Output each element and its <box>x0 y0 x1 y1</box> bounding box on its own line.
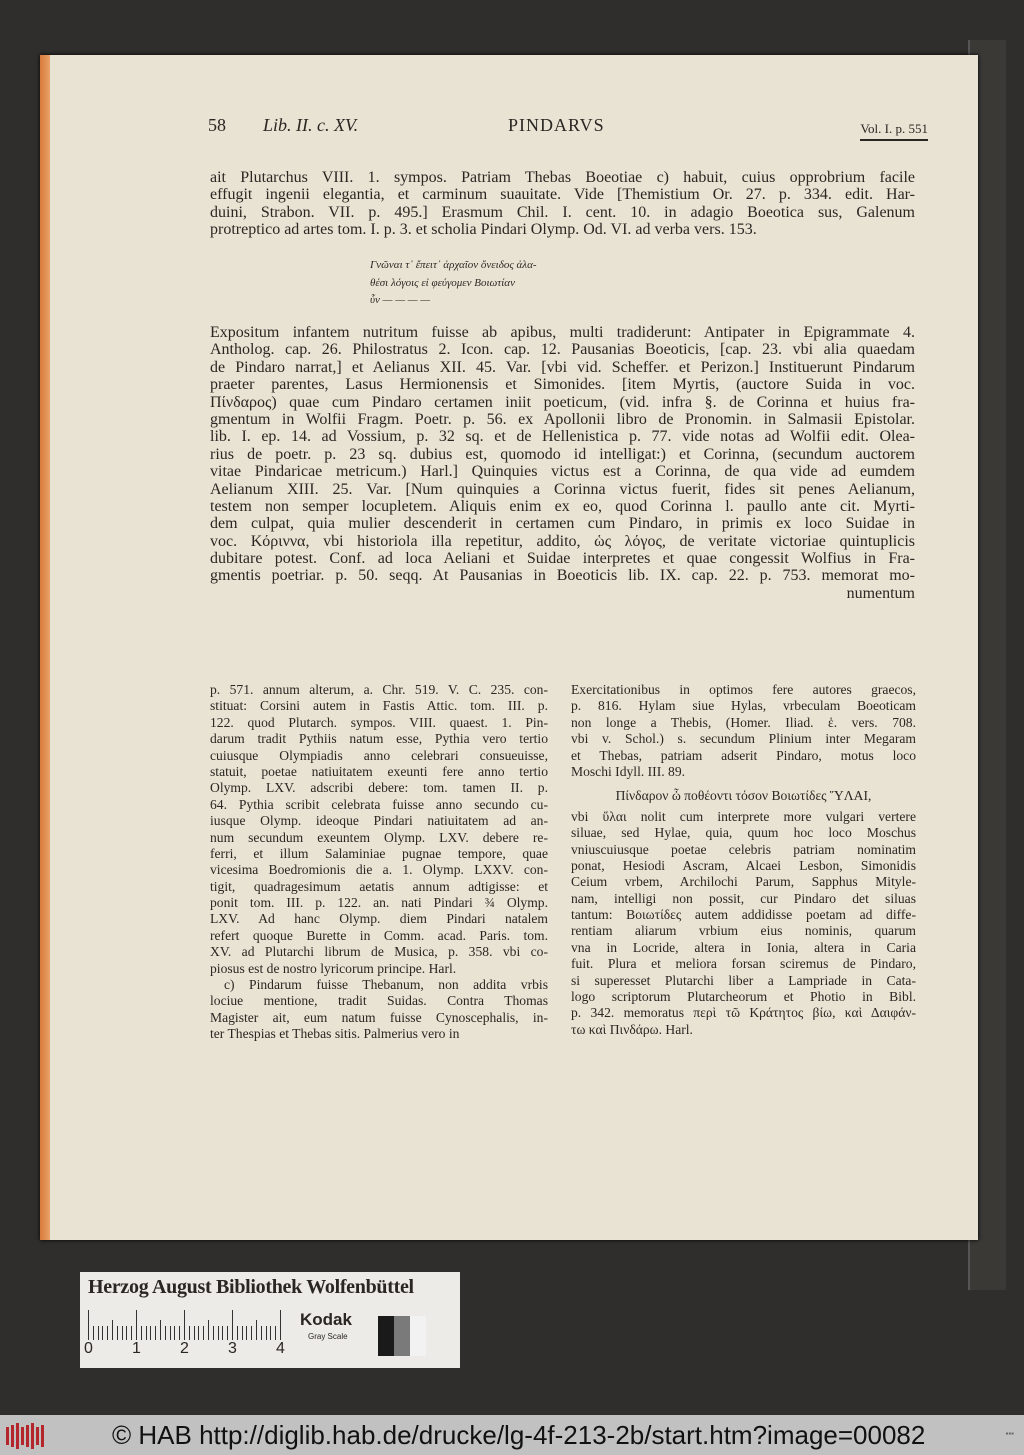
ruler-tick <box>141 1326 142 1340</box>
ruler-tick <box>107 1326 108 1340</box>
ruler-number: 0 <box>84 1340 93 1357</box>
text-line: vicesima Boedromionis die a. 1. Olymp. LXXV. con- <box>210 862 548 878</box>
text-line: Γνῶναι τ᾽ ἔπειτ᾽ ἀρχαῖον ὄνειδος ἀλα- <box>370 259 537 271</box>
footer-bar <box>0 1415 1024 1455</box>
ruler-tick <box>270 1326 271 1340</box>
ruler-tick <box>227 1326 228 1340</box>
text-line: Expositum infantem nutritum fuisse ab apibus, multi tradiderunt: Antipater in Epigrammate 4. <box>210 324 915 341</box>
gray-swatch-white <box>410 1316 426 1356</box>
ruler-tick <box>275 1326 276 1340</box>
ruler-number: 1 <box>132 1340 141 1357</box>
text-line: cuiusque Olympiadis anno celebrari consueuisse, <box>210 747 548 763</box>
logo-bar <box>31 1423 34 1449</box>
text-line: ponat, Hesiodi Ascram, Alcaei Lesbon, Simonidis <box>571 857 916 873</box>
ruler-tick <box>184 1310 185 1340</box>
ruler-tick <box>256 1320 257 1340</box>
text-line: p. 816. Hylam siue Hylas, vrbeculam Boeoticam <box>571 698 916 714</box>
page-number: 58 <box>208 115 226 135</box>
more-icon: ▪▪▪ <box>1005 1429 1014 1438</box>
text-line: vbi ὕλαι nolit cum interprete more vulgari vertere <box>571 808 916 824</box>
text-line: protreptico ad artes tom. I. p. 3. et scholia Pindari Olymp. Od. VI. ad verba vers. 153. <box>210 221 757 239</box>
text-line: nam, intelligi non possit, cur Pindaro det siluas <box>571 890 916 906</box>
kodak-logo: Kodak <box>300 1310 352 1329</box>
text-line: Olymp. LXV. adscribi debere: tom. tamen II. p. <box>210 780 548 796</box>
volume-ref: Vol. I. p. 551 <box>860 121 928 141</box>
ruler-tick <box>208 1320 209 1340</box>
text-line: logo scriptorum Plutarcheorum et Photio in Bibl. <box>571 989 916 1005</box>
text-line: p. 571. annum alterum, a. Chr. 519. V. C. 235. con- <box>210 682 548 697</box>
ruler-tick <box>232 1310 233 1340</box>
gray-scale-label: Gray Scale <box>308 1332 348 1341</box>
text-line: statuit, poetae natiuitatem exeunti fere anno tertio <box>210 763 548 779</box>
text-line: rius de poetr. p. 23 sq. dubius est, quomodo id intelligat:) et Corinna, (secundum auctorem <box>210 445 915 463</box>
ruler-tick <box>160 1320 161 1340</box>
text-line: voc. Κόριννα, vbi historiola illa repetitur, addito, ὡς λόγος, de veritate victoriae quintuplicis <box>210 532 915 550</box>
ruler-tick <box>179 1326 180 1340</box>
ruler-tick <box>242 1326 243 1340</box>
text-line: refert quoque Burette in Comm. acad. Paris. tom. <box>210 927 548 943</box>
paragraph-1 <box>210 169 915 239</box>
text-line: dem culpat, quia mulier descenderit in certamen cum Pindaro, in primis ex loco Suidae in <box>210 515 915 533</box>
text-line: si superesset Plutarchi liber a Lampriade in Cata- <box>571 972 916 988</box>
text-line: Antholog. cap. 26. Philostratus 2. Icon. cap. 12. Pausanias Boeoticis, [cap. 23. vbi alia quaedam <box>210 341 915 359</box>
ruler-tick <box>280 1310 281 1340</box>
logo-bar <box>21 1427 24 1445</box>
ruler-tick <box>93 1326 94 1340</box>
logo-bar <box>16 1423 19 1449</box>
text-line: non longe a Thebis, (Homer. Iliad. ἑ. vers. 708. <box>571 714 916 730</box>
ruler-tick <box>131 1326 132 1340</box>
ruler-tick <box>266 1326 267 1340</box>
greek-quote <box>370 257 635 310</box>
text-line: piosus est de nostro lyricorum principe. Harl. <box>210 960 457 976</box>
logo-bar <box>11 1425 14 1447</box>
ruler-tick <box>146 1326 147 1340</box>
text-line: ferri, et illum Salaminiae pugnae tempore, quae <box>210 845 548 861</box>
text-line: Πίνδαρον ὦ ποθέοντι τόσον Βοιωτίδες ὝΛΑΙ, <box>615 788 872 804</box>
text-line: gmentum in Wolfii Fragm. Poetr. p. 56. ex Apollonii libro de Pronomin. in Salmasii Epistolar. <box>210 410 915 428</box>
text-line: Exercitationibus in optimos fere autores graecos, <box>571 682 916 697</box>
ruler-tick <box>98 1326 99 1340</box>
footnote-left-column <box>210 682 548 1043</box>
ruler-tick <box>150 1326 151 1340</box>
ruler-tick <box>155 1326 156 1340</box>
ruler-tick <box>170 1326 171 1340</box>
ruler-number: 3 <box>228 1340 237 1357</box>
text-line: iusque Olymp. ideoque Pindari natiuitatem ad an- <box>210 813 548 829</box>
ruler-tick <box>251 1326 252 1340</box>
text-line: τω καὶ Πινδάρω. Harl. <box>571 1021 693 1037</box>
logo-bar <box>6 1427 9 1445</box>
ruler-tick <box>165 1326 166 1340</box>
ruler-tick <box>237 1326 238 1340</box>
ruler-tick <box>189 1326 190 1340</box>
text-line: duini, Strabon. VII. p. 495.] Erasmum Chil. I. cent. 10. in adagio Boeotica sus, Galenum <box>210 203 915 221</box>
text-line: fuit. Plura et meliora forsan sciremus de Pindaro, <box>571 956 916 972</box>
ruler-tick <box>136 1310 137 1340</box>
ruler-tick <box>112 1320 113 1340</box>
gray-swatch-gray <box>394 1316 410 1356</box>
text-line: vitae Pindaricae metricum.) Harl.] Quinquies victus est a Corinna, de qua vide ad eumdem <box>210 463 915 481</box>
ruler-scale <box>88 1310 286 1340</box>
logo-bar <box>41 1425 44 1447</box>
text-line: p. 342. memoratus περὶ τῶ Κράτητος βίω, καὶ Δαιφάν- <box>571 1005 916 1021</box>
copyright-url[interactable]: © HAB http://diglib.hab.de/drucke/lg-4f-213-2b/start.htm?image=00082 <box>112 1420 926 1450</box>
text-line: et Thebas, patriam adserit Pindaro, motus loco <box>571 747 916 763</box>
ruler-tick <box>88 1310 89 1340</box>
text-line: XV. ad Plutarchi librum de Musica, p. 358. vbi co- <box>210 944 548 960</box>
ruler-tick <box>213 1326 214 1340</box>
text-line: θέσι λόγοις εἰ φεύγομεν Βοιωτίαν <box>370 276 515 289</box>
text-line: praeter parentes, Lasus Hermionensis et Simonides. [item Myrtis, (auctore Suida in voc. <box>210 376 915 394</box>
ruler-tick <box>203 1326 204 1340</box>
text-line: num secundum exeuntem Olymp. LXV. debere re- <box>210 829 548 845</box>
text-line: Aelianum XIII. 25. Var. [Num quinquies a Corinna victus fuerit, fides sit penes Aelianum, <box>210 480 915 498</box>
ruler-tick <box>117 1326 118 1340</box>
text-line: tantum: Βοιωτίδες autem addidisse poetam ad diffe- <box>571 907 916 923</box>
text-line: Πίνδαρος) quae cum Pindaro certamen iniit poeticum, (vid. infra §. de Corinna et huius fra- <box>210 393 915 411</box>
ruler-tick <box>261 1326 262 1340</box>
ruler-number: 2 <box>180 1340 189 1357</box>
text-line: tigit, quadragesimum aetatis annum adtigisse: et <box>210 878 548 894</box>
text-line: gmentis poetriar. p. 50. seqq. At Pausanias in Boeoticis lib. IX. cap. 22. p. 753. memorat mo- <box>210 567 915 585</box>
footnote-right-column <box>571 682 916 1038</box>
library-name: Herzog August Bibliothek Wolfenbüttel <box>88 1276 414 1298</box>
book-page <box>40 55 978 1240</box>
color-calibration-card <box>80 1272 460 1368</box>
text-line: effugit ingenii elegantia, et carminum suauitate. Vide [Themistium Or. 27. p. 334. edit. Har- <box>210 186 915 204</box>
text-line: 64. Pythia scribit celebrata fuisse anno secundo cu- <box>210 796 548 812</box>
text-line: lociue mentione, tradit Suidas. Contra Thomas <box>210 993 548 1009</box>
text-line: vna in Locride, altera in Ionia, altera in Caria <box>571 939 916 955</box>
chapter-ref: Lib. II. c. XV. <box>263 115 359 135</box>
text-line: vbi v. Schol.) s. secundum Plinium inter Megaram <box>571 731 916 747</box>
text-line: Ceium vrbem, Archilochi Parum, Sapphus Mityle- <box>571 874 916 890</box>
text-line: ait Plutarchus VIII. 1. sympos. Patriam Thebas Boeotiae c) habuit, cuius opprobrium facile <box>210 169 915 186</box>
ruler-tick <box>198 1326 199 1340</box>
text-line: stituat: Corsini autem in Fastis Attic. tom. III. p. <box>210 698 548 714</box>
text-line: darum tradit Pythiis natum esse, Pythia vero tertio <box>210 731 548 747</box>
page-edge <box>40 55 50 1240</box>
text-line: ὗν — — — — <box>370 294 431 306</box>
gray-swatch-black <box>378 1316 394 1356</box>
text-line: dubitare potest. Conf. ad loca Aeliani et Suidae interpretes et quae congessit Wolfius in Fra- <box>210 550 915 568</box>
text-line: c) Pindarum fuisse Thebanum, non addita vrbis <box>224 977 548 993</box>
ruler-number: 4 <box>276 1340 285 1357</box>
ruler-tick <box>174 1326 175 1340</box>
ruler-tick <box>246 1326 247 1340</box>
text-line: testem non semper locupletem. Aliquis enim ex eo, quod Corinna l. paullo ante cit. Myrti- <box>210 497 915 515</box>
ruler-tick <box>126 1326 127 1340</box>
text-line: 122. quod Plutarch. sympos. VIII. quaest. 1. Pin- <box>210 714 548 730</box>
ruler-tick <box>194 1326 195 1340</box>
ruler-tick <box>222 1326 223 1340</box>
text-line: ponit tom. III. p. 122. an. nati Pindari ¾ Olymp. <box>210 895 548 911</box>
running-header <box>208 115 928 139</box>
text-line: ter Thespias et Thebas sitis. Palmerius vero in <box>210 1026 460 1042</box>
text-line: numentum <box>846 584 915 602</box>
text-line: lib. I. ep. 14. ad Vossium, p. 32 sq. et de Hellenistica p. 77. vide notas ad Wolfii edit. Olea- <box>210 428 915 446</box>
running-title: PINDARVS <box>508 115 605 135</box>
text-line: LXV. Ad hanc Olymp. diem Pindari natalem <box>210 911 548 927</box>
text-line: vniuscuiusque poetae celebris patriam nominatim <box>571 841 916 857</box>
ruler-tick <box>122 1326 123 1340</box>
ruler-tick <box>218 1326 219 1340</box>
text-line: rentiam aliarum vrbium eius nominis, quarum <box>571 923 916 939</box>
text-line: siluae, sed Hylae, quia, quum hoc loco Moschus <box>571 825 916 841</box>
text-line: de Pindaro narrat,] et Aelianus XII. 45. Var. [vbi vid. Scheffer. et Perizon.] Instituerunt Pindarum <box>210 358 915 376</box>
hab-logo-icon <box>6 1419 48 1451</box>
text-line: Magister ait, eum natum fuisse Cynoscephalis, in- <box>210 1009 548 1025</box>
ruler-tick <box>102 1326 103 1340</box>
paragraph-2 <box>210 324 915 602</box>
logo-bar <box>26 1425 29 1447</box>
logo-bar <box>36 1427 39 1445</box>
text-line: Moschi Idyll. III. 89. <box>571 763 686 779</box>
